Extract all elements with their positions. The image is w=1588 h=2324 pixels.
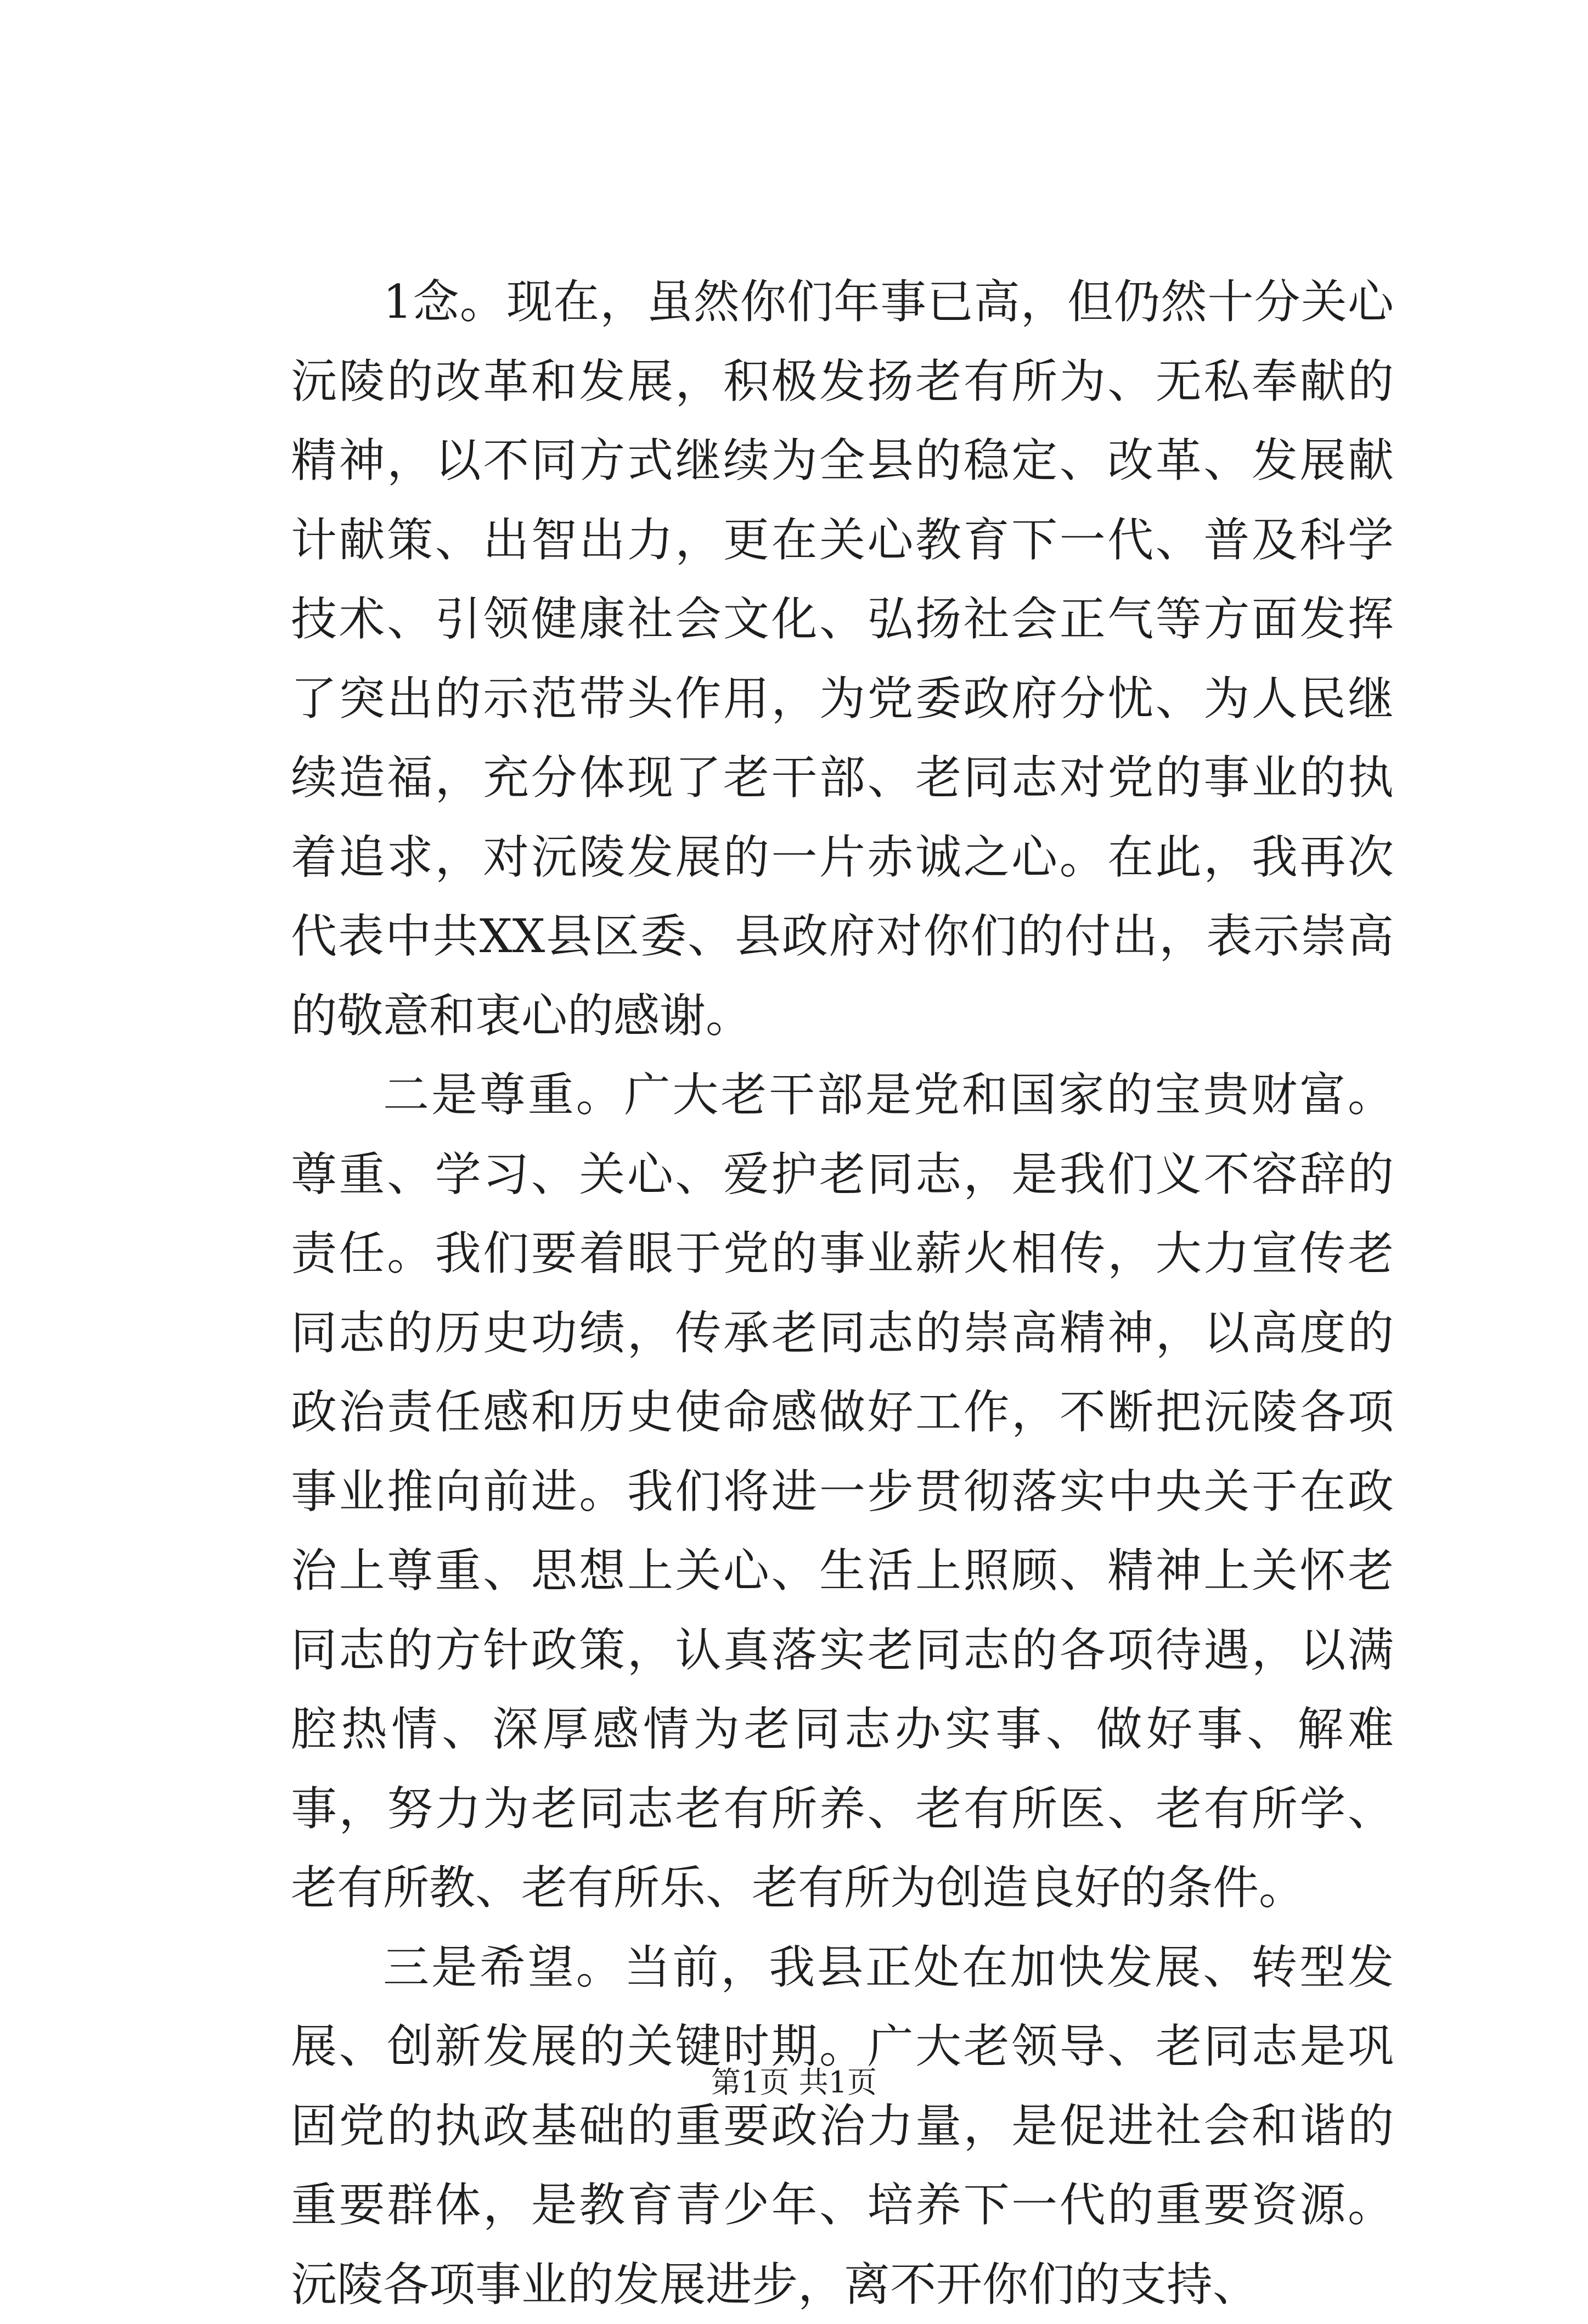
paragraph-1: 1念。现在，虽然你们年事已高，但仍然十分关心沅陵的改革和发展，积极发扬老有所为、无私奉献的精神，以不同方式继续为全县的稳定、改革、发展献计献策、出智出力，更在关心教育下一代、普及科学技术、引领健康社会文化、弘扬社会正气等方面发挥了突出的示范带头作用，为党委政府分忧、为人民继续造福，充分体现了老干部、老同志对党的事业的执着追求，对沅陵发展的一片赤诚之心。在此，我再次代表中共XX县区委、县政府对你们的付出，表示崇高的敬意和衷心的感谢。 xyxy=(291,262,1394,1055)
page-footer: 第1页 共1页 xyxy=(0,2063,1588,2102)
document-body xyxy=(291,262,1394,2324)
paragraph-2: 二是尊重。广大老干部是党和国家的宝贵财富。尊重、学习、关心、爱护老同志，是我们义不容辞的责任。我们要着眼于党的事业薪火相传，大力宣传老同志的历史功绩，传承老同志的崇高精神，以高度的政治责任感和历史使命感做好工作，不断把沅陵各项事业推向前进。我们将进一步贯彻落实中央关于在政治上尊重、思想上关心、生活上照顾、精神上关怀老同志的方针政策，认真落实老同志的各项待遇，以满腔热情、深厚感情为老同志办实事、做好事、解难事，努力为老同志老有所养、老有所医、老有所学、老有所教、老有所乐、老有所为创造良好的条件。 xyxy=(291,1055,1394,1928)
paragraph-3: 三是希望。当前，我县正处在加快发展、转型发展、创新发展的关键时期。广大老领导、老同志是巩固党的执政基础的重要政治力量，是促进社会和谐的重要群体，是教育青少年、培养下一代的重要资源。沅陵各项事业的发展进步，离不开你们的支持、 xyxy=(291,1928,1394,2324)
